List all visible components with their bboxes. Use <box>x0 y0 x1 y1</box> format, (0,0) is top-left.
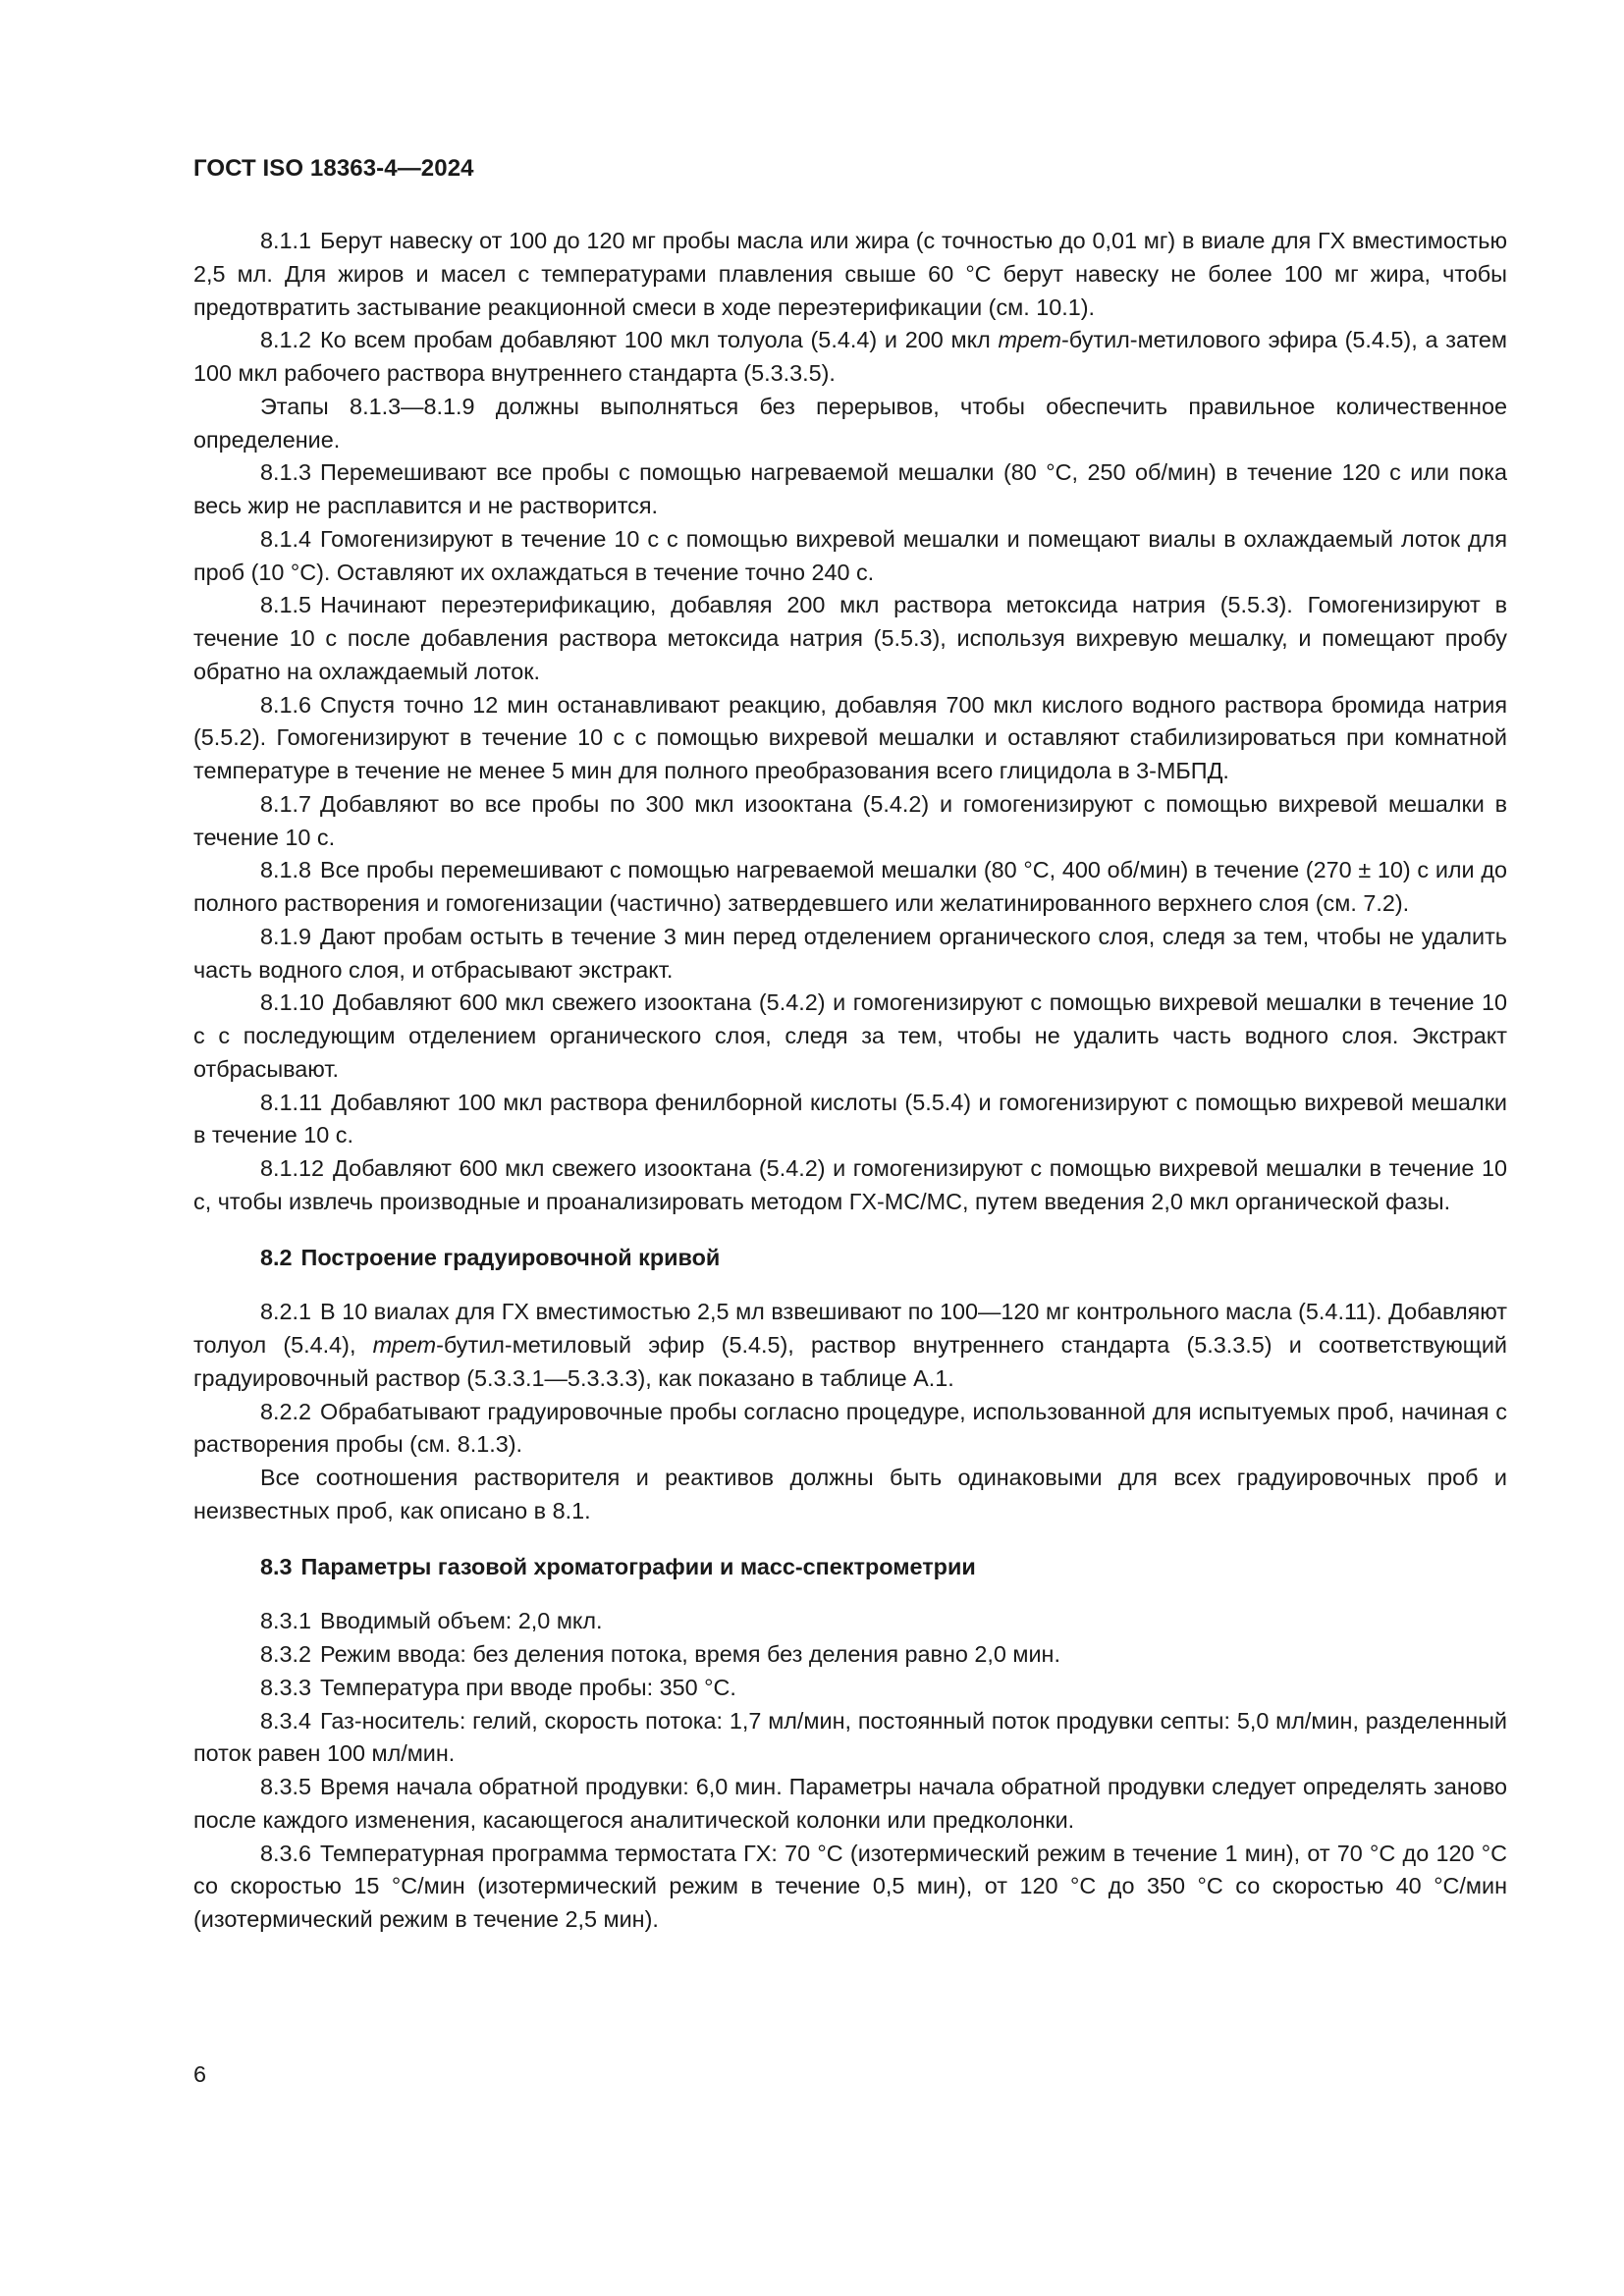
paragraph-text: Перемешивают все пробы с помощью нагреваемой мешалки (80 °С, 250 об/мин) в течение 120 с или пока весь жир не расплавится и не растворится. <box>193 459 1507 518</box>
paragraph-8-1-5 <box>193 589 1507 688</box>
clause-number: 8.1.9 <box>260 923 312 949</box>
section-title: Параметры газовой хроматографии и масс-спектрометрии <box>300 1553 976 1579</box>
paragraph-text: Температурная программа термостата ГХ: 70 °С (изотермический режим в течение 1 мин), от 70 °С до 120 °С со скоростью 15 °С/мин (изотермический режим в течение 0,5 мин), от 120 °С до 350 °С со скоростью 40 °С/мин (изотермический режим в течение 2,5 мин). <box>193 1840 1507 1932</box>
clause-number: 8.1.12 <box>260 1155 325 1181</box>
clause-number: 8.1.10 <box>260 989 325 1016</box>
document-header: ГОСТ ISO 18363-4—2024 <box>193 155 474 182</box>
paragraph-text: Газ-носитель: гелий, скорость потока: 1,7 мл/мин, постоянный поток продувки септы: 5,0 мл/мин, разделенный поток равен 100 мл/мин. <box>193 1707 1507 1767</box>
italic-term: трет <box>372 1332 437 1358</box>
paragraph-8-3-6 <box>193 1838 1507 1937</box>
paragraph-8-3-4 <box>193 1705 1507 1772</box>
paragraph-ratios-note <box>193 1462 1507 1528</box>
clause-number: 8.1.8 <box>260 857 312 883</box>
paragraph-text: Ко всем пробам добавляют 100 мкл толуола (5.4.4) и 200 мкл <box>320 327 999 353</box>
paragraph-text: Вводимый объем: 2,0 мкл. <box>320 1608 603 1634</box>
document-body <box>193 225 1507 1937</box>
paragraph-8-2-1 <box>193 1296 1507 1395</box>
paragraph-text: Этапы 8.1.3—8.1.9 должны выполняться без перерывов, чтобы обеспечить правильное количественное определение. <box>193 393 1507 453</box>
clause-number: 8.3.1 <box>260 1608 312 1634</box>
paragraph-text: Обрабатывают градуировочные пробы согласно процедуре, использованной для испытуемых проб, начиная с растворения пробы (см. 8.1.3). <box>193 1398 1507 1458</box>
paragraph-8-1-10 <box>193 987 1507 1086</box>
clause-number: 8.1.6 <box>260 691 312 718</box>
paragraph-8-1-1 <box>193 225 1507 324</box>
paragraph-8-3-1 <box>193 1605 1507 1638</box>
paragraph-text: В 10 виалах для ГХ вместимостью 2,5 мл взвешивают по 100—120 мг контрольного масла (5.4.11). Добавляют толуол (5.4.4), <box>193 1299 1507 1358</box>
paragraph-text: Все соотношения растворителя и реактивов должны быть одинаковыми для всех градуировочных проб и неизвестных проб, как описано в 8.1. <box>193 1465 1507 1523</box>
paragraph-text-continued: -бутил-метилового эфира (5.4.5), а затем 100 мкл рабочего раствора внутреннего стандарта (5.3.3.5). <box>193 327 1508 386</box>
section-number: 8.2 <box>260 1244 293 1270</box>
paragraph-8-3-5 <box>193 1771 1507 1838</box>
paragraph-steps-note <box>193 391 1507 457</box>
clause-number: 8.1.5 <box>260 592 312 618</box>
clause-number: 8.3.6 <box>260 1840 312 1866</box>
paragraph-text: Температура при вводе пробы: 350 °С. <box>320 1674 736 1700</box>
paragraph-text-continued: -бутил-метиловый эфир (5.4.5), раствор внутреннего стандарта (5.3.3.5) и соответствующий градуировочный раствор (5.3.3.1—5.3.3.3), как показано в таблице А.1. <box>193 1332 1507 1391</box>
clause-number: 8.3.4 <box>260 1707 312 1734</box>
paragraph-text: Время начала обратной продувки: 6,0 мин. Параметры начала обратной продувки следует определять заново после каждого изменения, касающегося аналитической колонки или предколонки. <box>193 1774 1507 1833</box>
clause-number: 8.1.1 <box>260 228 312 253</box>
paragraph-text: Добавляют во все пробы по 300 мкл изооктана (5.4.2) и гомогенизируют с помощью вихревой мешалки в течение 10 с. <box>193 790 1507 850</box>
clause-number: 8.1.2 <box>260 327 312 353</box>
section-heading-8-3 <box>193 1551 1507 1584</box>
section-title: Построение градуировочной кривой <box>300 1244 721 1270</box>
paragraph-text: Добавляют 100 мкл раствора фенилборной кислоты (5.5.4) и гомогенизируют с помощью вихревой мешалки в течение 10 с. <box>193 1089 1507 1148</box>
paragraph-text: Спустя точно 12 мин останавливают реакцию, добавляя 700 мкл кислого водного раствора бромида натрия (5.5.2). Гомогенизируют в течение 10 с с помощью вихревой мешалки и оставляют стабилизироваться при комнатной температуре в течение не менее 5 мин для полного преобразования всего глицидола в 3-МБПД. <box>193 691 1507 783</box>
clause-number: 8.3.5 <box>260 1774 312 1799</box>
paragraph-8-1-6 <box>193 689 1507 788</box>
page-number: 6 <box>193 2061 207 2087</box>
clause-number: 8.3.2 <box>260 1641 312 1667</box>
paragraph-8-1-12 <box>193 1152 1507 1219</box>
paragraph-text: Берут навеску от 100 до 120 мг пробы масла или жира (с точностью до 0,01 мг) в виале для ГХ вместимостью 2,5 мл. Для жиров и масел с температурами плавления свыше 60 °С берут навеску не более 100 мг жира, чтобы предотвратить застывание реакционной смеси в ходе переэтерификации (см. 10.1). <box>193 228 1507 320</box>
paragraph-8-1-7 <box>193 788 1507 855</box>
paragraph-8-1-3 <box>193 456 1507 523</box>
section-heading-8-2 <box>193 1242 1507 1275</box>
paragraph-text: Гомогенизируют в течение 10 с с помощью вихревой мешалки и помещают виалы в охлаждаемый лоток для проб (10 °С). Оставляют их охлаждаться в течение точно 240 с. <box>193 525 1507 585</box>
paragraph-8-1-2 <box>193 324 1507 391</box>
clause-number: 8.2.2 <box>260 1398 312 1424</box>
paragraph-8-1-8 <box>193 854 1507 921</box>
clause-number: 8.2.1 <box>260 1299 312 1325</box>
paragraph-8-2-2 <box>193 1396 1507 1463</box>
paragraph-8-3-3 <box>193 1672 1507 1705</box>
clause-number: 8.1.7 <box>260 790 312 817</box>
paragraph-text: Дают пробам остыть в течение 3 мин перед отделением органического слоя, следя за тем, чтобы не удалить часть водного слоя, и отбрасывают экстракт. <box>193 923 1507 983</box>
clause-number: 8.1.11 <box>260 1089 323 1115</box>
paragraph-8-1-11 <box>193 1087 1507 1153</box>
clause-number: 8.1.4 <box>260 525 312 552</box>
paragraph-text: Все пробы перемешивают с помощью нагреваемой мешалки (80 °С, 400 об/мин) в течение (270 ± 10) с или до полного растворения и гомогенизации (частично) затвердевшего или желатинированного верхнего слоя (см. 7.2). <box>193 857 1507 916</box>
paragraph-text: Добавляют 600 мкл свежего изооктана (5.4.2) и гомогенизируют с помощью вихревой мешалки в течение 10 с, чтобы извлечь производные и проанализировать методом ГХ-МС/МС, путем введения 2,0 мкл органической фазы. <box>193 1155 1507 1214</box>
paragraph-text: Начинают переэтерификацию, добавляя 200 мкл раствора метоксида натрия (5.5.3). Гомогенизируют в течение 10 с после добавления раствора метоксида натрия (5.5.3), используя вихревую мешалку, и помещают пробу обратно на охлаждаемый лоток. <box>193 592 1507 684</box>
clause-number: 8.1.3 <box>260 459 312 486</box>
paragraph-text: Добавляют 600 мкл свежего изооктана (5.4.2) и гомогенизируют с помощью вихревой мешалки в течение 10 с с последующим отделением органического слоя, следя за тем, чтобы не удалить часть водного слоя. Экстракт отбрасывают. <box>193 989 1507 1082</box>
paragraph-8-1-4 <box>193 523 1507 590</box>
section-number: 8.3 <box>260 1553 293 1579</box>
italic-term: трет <box>998 327 1061 353</box>
clause-number: 8.3.3 <box>260 1674 312 1700</box>
paragraph-8-3-2 <box>193 1638 1507 1672</box>
paragraph-8-1-9 <box>193 921 1507 988</box>
paragraph-text: Режим ввода: без деления потока, время без деления равно 2,0 мин. <box>320 1641 1060 1667</box>
